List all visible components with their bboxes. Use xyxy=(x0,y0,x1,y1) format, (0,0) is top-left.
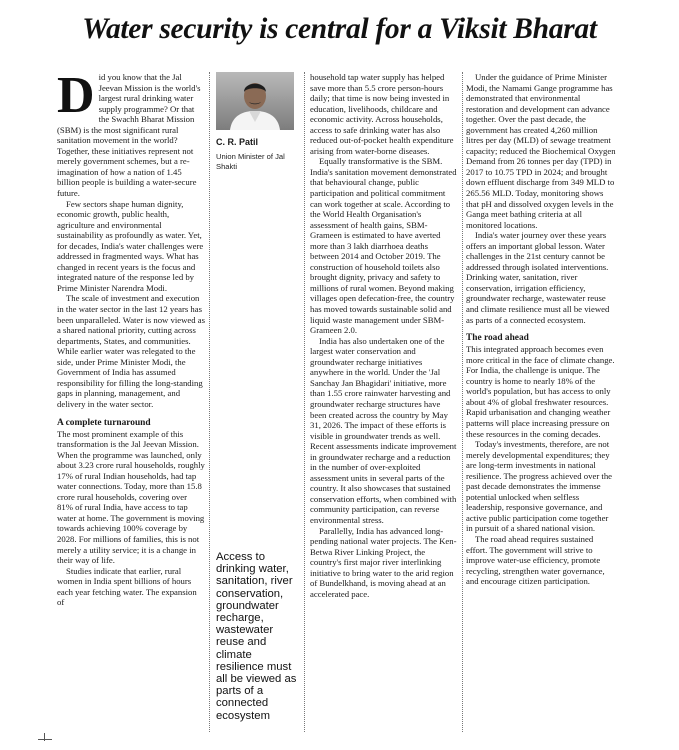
crop-mark xyxy=(38,739,52,740)
column-divider xyxy=(209,72,210,732)
paragraph: India has also undertaken one of the largest water conservation and groundwater recharge initiatives anywhere in the world. Under the 'Jal Sanchay Jan Bhagidari' initiative, more than 1.55 crore rainwater harvesting and groundwater recharge structures have been created across the country by May 31, 2026. The impact of these efforts is visible in groundwater trends as well. Recent assessments indicate improvement in groundwater recharge and a reduction in the number of over-exploited assessment units in several parts of the country. It also showcases that sustained conservation efforts, when combined with community participation, can reverse environmental stress. xyxy=(310,335,457,525)
paragraph: Equally transformative is the SBM. India's sanitation movement demonstrated that behavioural change, public participation and political commitment can work together at scale. According to the World Health Organisation's assessment of health gains, SBM-Grameen is estimated to have averted more than 3 lakh diarrhoea deaths between 2014 and October 2019. The construction of household toilets also brought dignity, privacy and safety to millions of rural women. Beyond making villages open defecation-free, the country has moved towards sustainable solid and liquid waste management under SBM-Grameen 2.0. xyxy=(310,156,457,336)
column-divider xyxy=(462,72,463,732)
paragraph xyxy=(57,67,205,199)
paragraph: Studies indicate that earlier, rural women in India spent billions of hours each year fetching water. The expansion of xyxy=(57,565,197,608)
crop-mark xyxy=(44,733,45,741)
subheading: A complete turnaround xyxy=(57,417,151,428)
column-divider xyxy=(304,72,305,732)
paragraph: The road ahead requires sustained effort. The government will strive to improve water-use efficiency, promote recycling, strengthen water governance, and encourage citizen participation. xyxy=(466,533,605,587)
paragraph: Today's investments, therefore, are not merely developmental expenditures; they are long-term investments in national resilience. The progress achieved over the past decade demonstrates the immense potential unlocked when selfless leadership, responsive governance, and active public participation come together in pursuit of a shared national vision. xyxy=(466,439,613,534)
drop-cap: D xyxy=(57,67,95,124)
headline: Water security is central for a Viksit Bharat xyxy=(82,13,597,45)
article-column-4 xyxy=(466,72,616,587)
author-role: Union Minister of Jal Shakti xyxy=(216,152,285,171)
paragraph: This integrated approach becomes even more critical in the face of climate change. For India, the challenge is unique. The country is home to nearly 18% of the world's population, but has access to only about 4% of global freshwater resources. Rapid urbanisation and changing weather patterns will place increasing pressure on these resources in the coming decades. xyxy=(466,344,615,439)
paragraph: Under the guidance of Prime Minister Modi, the Namami Gange programme has demonstrated that environmental restoration and development can advance together. Over the past decade, the government has created 4,260 million litres per day (MLD) of sewage treatment capacity; reduced the Biochemical Oxygen Demand from 26 tonnes per day (TPD) in 2017 to 10.75 TPD in 2024; and brought down effluent discharge from 349 MLD to 265.56 MLD. Today, monitoring shows that pH and dissolved oxygen levels in the Ganga meet bathing criteria at all monitored locations. xyxy=(466,72,616,230)
paragraph-text: id you know that the Jal Jeevan Mission is the world's largest rural drinking water supply programme? Or that the Swachh Bharat Mission (SBM) is the most significant rural sanitation movement in the world? Together, these initiatives represent not merely government schemes, but a re-imagination of how a nation of 1.45 billion people is building a water-secure future. xyxy=(57,72,201,199)
article-column-3 xyxy=(310,72,458,599)
paragraph: The most prominent example of this transformation is the Jal Jeevan Mission. When the programme was launched, only about 3.23 crore rural households, roughly 17% of rural Indian households, had tap water connections. Today, more than 15.8 crore rural households, covering over 81% of rural India, have access to tap water at home. The government is moving towards achieving 100% coverage by 2028. For millions of families, this is not merely a utility service; it is a change in their way of life. xyxy=(57,428,205,566)
author-portrait-icon xyxy=(216,72,294,130)
paragraph: household tap water supply has helped save more than 5.5 crore person-hours daily; that time is now being invested in education, livelihoods, childcare and economic activity. Across households, access to safe drinking water has also reduced out-of-pocket health expenditure arising from water-borne diseases. xyxy=(310,72,454,156)
author-name: C. R. Patil xyxy=(216,137,259,147)
subheading: The road ahead xyxy=(466,333,529,344)
paragraph: The scale of investment and execution in the water sector in the last 12 years has been unparalleled. Water is now viewed as a shared national priority, cutting across departments, States, and communities. While earlier water was relegated to the side, under Prime Minister Modi, the Government of India has assumed responsibility for filling the long-standing gaps in planning, management, and delivery in the water sector. xyxy=(57,293,205,409)
article-column-1 xyxy=(57,67,205,608)
pull-quote: Access to drinking water, sanitation, river conservation, groundwater recharge, wastewater reuse and climate resilience must all be viewed as parts of a connected ecosystem xyxy=(216,551,297,722)
paragraph: Parallelly, India has advanced long-pending national water projects. The Ken-Betwa River Linking Project, the country's first major river interlinking initiative to bring water to the arid region of Bundelkhand, is moving ahead at an accelerated pace. xyxy=(310,525,457,599)
paragraph: India's water journey over these years offers an important global lesson. Water challenges in the 21st century cannot be addressed through isolated interventions. Drinking water, sanitation, river conservation, irrigation efficiency, groundwater recharge, wastewater reuse and climate resilience must all be viewed as parts of a connected ecosystem. xyxy=(466,230,610,325)
paragraph: Few sectors shape human dignity, economic growth, public health, agriculture and environmental sustainability as profoundly as water. Yet, for decades, India's water challenges were addressed in fragmented ways. What has changed in recent years is the focus and integrated nature of the response led by Prime Minister Narendra Modi. xyxy=(57,198,204,293)
author-photo xyxy=(216,72,294,130)
